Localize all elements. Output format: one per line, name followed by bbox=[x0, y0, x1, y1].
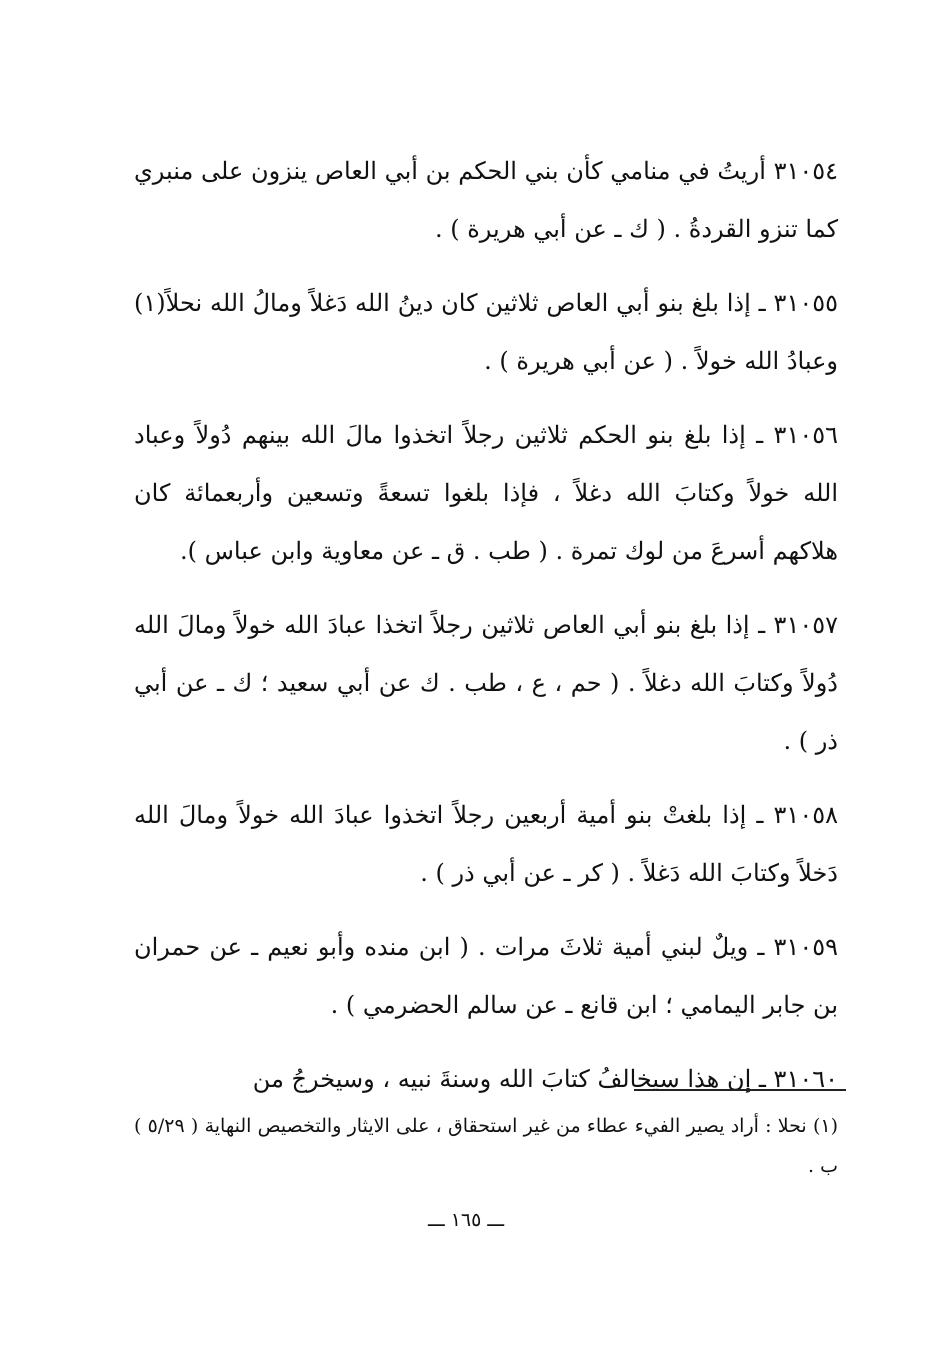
entry-number: ٣١٠٥٦ ـ bbox=[756, 421, 838, 449]
entry-text: إذا بلغ بنو أبي العاص ثلاثين كان دينُ الله دَغلاً ومالُ الله نحلاً(١) وعبادُ الله خولاً . ( عن أبي هريرة ) . bbox=[134, 289, 838, 375]
page-number: ـــ ١٦٥ ـــ bbox=[427, 1209, 505, 1231]
hadith-entry bbox=[134, 274, 838, 390]
entry-text: ويلٌ لبني أمية ثلاثَ مرات . ( ابن منده وأبو نعيم ـ عن حمران بن جابر اليمامي ؛ ابن قانع ـ عن سالم الحضرمي ) . bbox=[134, 933, 838, 1019]
entry-number: ٣١٠٦٠ ـ bbox=[758, 1065, 838, 1093]
entry-text: إذا بلغتْ بنو أمية أربعين رجلاً اتخذوا عبادَ الله خولاً ومالَ الله دَخلاً وكتابَ الله دَغلاً . ( كر ـ عن أبي ذر ) . bbox=[134, 801, 838, 887]
hadith-entry bbox=[134, 142, 838, 258]
entry-number: ٣١٠٥٥ ـ bbox=[758, 289, 838, 317]
entry-text: أريتُ في منامي كأن بني الحكم بن أبي العاص ينزون على منبري كما تنزو القردةُ . ( ك ـ عن أبي هريرة ) . bbox=[134, 157, 838, 243]
entry-number: ٣١٠٥٩ ـ bbox=[757, 933, 838, 961]
footnote-divider bbox=[634, 1089, 846, 1091]
entry-text: إذا بلغ بنو أبي العاص ثلاثين رجلاً اتخذا عبادَ الله خولاً ومالَ الله دُولاً وكتابَ الله دغلاً . ( حم ، ع ، طب . ك عن أبي سعيد ؛ ك ـ عن أبي ذر ) . bbox=[134, 611, 838, 755]
hadith-entry bbox=[134, 406, 838, 580]
hadith-entry bbox=[134, 1050, 838, 1108]
hadith-entry bbox=[134, 918, 838, 1034]
hadith-entry bbox=[134, 596, 838, 770]
entry-number: ٣١٠٥٨ ـ bbox=[756, 801, 838, 829]
entry-text: إن هذا سيخالفُ كتابَ الله وسنةَ نبيه ، وسيخرجُ من bbox=[252, 1065, 752, 1093]
entry-number: ٣١٠٥٤ bbox=[773, 157, 839, 185]
footnote: (١) نحلا : أراد يصير الفيء عطاء من غير استحقاق ، على الايثار والتخصيص النهاية ( ٥/٢٩ ) ب . bbox=[134, 1115, 838, 1177]
hadith-entry bbox=[134, 786, 838, 902]
entry-text: إذا بلغ بنو الحكم ثلاثين رجلاً اتخذوا مالَ الله بينهم دُولاً وعباد الله خولاً وكتابَ الله دغلاً ، فإذا بلغوا تسعةً وتسعين وأربعمائة كان هلاكهم أسرعَ من لوك تمرة . ( طب . ق ـ عن معاوية وابن عباس ). bbox=[134, 421, 838, 565]
entries-list bbox=[134, 142, 838, 1124]
entry-number: ٣١٠٥٧ ـ bbox=[758, 611, 838, 639]
